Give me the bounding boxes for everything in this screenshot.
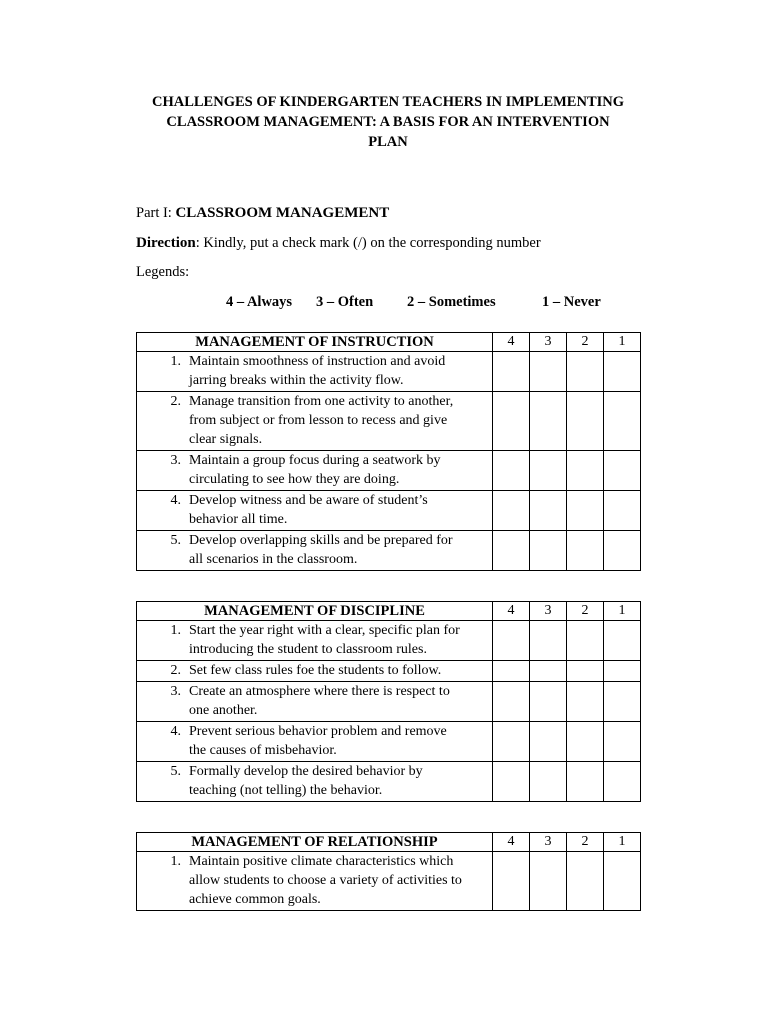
scale-4-header: 4 — [493, 333, 530, 352]
scale-3-header: 3 — [530, 333, 567, 352]
item-number: 2. — [170, 394, 181, 409]
item-cell — [137, 762, 493, 802]
check-cell-3[interactable] — [530, 661, 567, 682]
table-header-row — [137, 602, 641, 621]
check-cell-1[interactable] — [604, 852, 641, 911]
check-cell-3[interactable] — [530, 451, 567, 491]
legends-label: Legends: — [136, 264, 190, 280]
table-row — [137, 661, 641, 682]
item-cell — [137, 621, 493, 661]
check-cell-2[interactable] — [567, 762, 604, 802]
table-row — [137, 392, 641, 451]
item-number: 4. — [170, 724, 181, 739]
check-cell-1[interactable] — [604, 762, 641, 802]
item-text: clear signals. — [189, 432, 263, 447]
check-cell-2[interactable] — [567, 352, 604, 392]
item-text: allow students to choose a variety of activities to — [189, 873, 462, 888]
discipline-table — [136, 601, 641, 802]
item-number: 1. — [170, 854, 181, 869]
check-cell-2[interactable] — [567, 491, 604, 531]
item-number: 5. — [170, 533, 181, 548]
check-cell-2[interactable] — [567, 722, 604, 762]
table-header-row — [137, 833, 641, 852]
document-title — [136, 92, 640, 152]
item-text: Set few class rules foe the students to follow. — [189, 663, 442, 678]
check-cell-3[interactable] — [530, 762, 567, 802]
item-text: behavior all time. — [189, 512, 288, 527]
table-row — [137, 682, 641, 722]
item-number: 4. — [170, 493, 181, 508]
table-row — [137, 762, 641, 802]
item-number: 2. — [170, 663, 181, 678]
table-row — [137, 491, 641, 531]
scale-3-header: 3 — [530, 833, 567, 852]
item-text: the causes of misbehavior. — [189, 743, 337, 758]
item-cell — [137, 661, 493, 682]
check-cell-1[interactable] — [604, 682, 641, 722]
legend-often: 3 – Often — [316, 294, 374, 310]
check-cell-4[interactable] — [493, 661, 530, 682]
check-cell-1[interactable] — [604, 722, 641, 762]
check-cell-4[interactable] — [493, 531, 530, 571]
legend-sometimes: 2 – Sometimes — [407, 294, 496, 310]
table-heading: MANAGEMENT OF INSTRUCTION — [137, 333, 493, 352]
item-text: introducing the student to classroom rules. — [189, 642, 427, 657]
title-line-1: CHALLENGES OF KINDERGARTEN TEACHERS IN IMPLEMENTING — [151, 94, 625, 110]
check-cell-3[interactable] — [530, 531, 567, 571]
item-text: one another. — [189, 703, 258, 718]
scale-2-header: 2 — [567, 833, 604, 852]
item-cell — [137, 722, 493, 762]
part-prefix: Part I: — [136, 205, 176, 221]
item-number: 1. — [170, 354, 181, 369]
item-text: Maintain a group focus during a seatwork by — [189, 453, 441, 468]
scale-1-header: 1 — [604, 833, 641, 852]
check-cell-4[interactable] — [493, 491, 530, 531]
check-cell-2[interactable] — [567, 661, 604, 682]
check-cell-3[interactable] — [530, 682, 567, 722]
item-number: 5. — [170, 764, 181, 779]
check-cell-3[interactable] — [530, 392, 567, 451]
check-cell-2[interactable] — [567, 852, 604, 911]
check-cell-1[interactable] — [604, 352, 641, 392]
part-name: CLASSROOM MANAGEMENT — [175, 205, 390, 221]
item-cell — [137, 352, 493, 392]
direction-line — [136, 235, 541, 252]
item-text: jarring breaks within the activity flow. — [189, 373, 404, 388]
check-cell-1[interactable] — [604, 491, 641, 531]
item-text: achieve common goals. — [189, 892, 321, 907]
check-cell-1[interactable] — [604, 621, 641, 661]
table-row — [137, 531, 641, 571]
item-text: Develop overlapping skills and be prepared for — [189, 533, 453, 548]
table-heading: MANAGEMENT OF RELATIONSHIP — [137, 833, 493, 852]
item-text: Create an atmosphere where there is respect to — [189, 684, 450, 699]
item-cell — [137, 451, 493, 491]
check-cell-2[interactable] — [567, 531, 604, 571]
scale-2-header: 2 — [567, 333, 604, 352]
check-cell-4[interactable] — [493, 722, 530, 762]
check-cell-2[interactable] — [567, 682, 604, 722]
check-cell-1[interactable] — [604, 661, 641, 682]
table-row — [137, 352, 641, 392]
check-cell-2[interactable] — [567, 392, 604, 451]
title-line-2: CLASSROOM MANAGEMENT: A BASIS FOR AN INTERVENTION — [166, 114, 610, 130]
table-header-row — [137, 333, 641, 352]
check-cell-3[interactable] — [530, 621, 567, 661]
check-cell-4[interactable] — [493, 852, 530, 911]
check-cell-4[interactable] — [493, 451, 530, 491]
item-cell — [137, 392, 493, 451]
check-cell-1[interactable] — [604, 451, 641, 491]
check-cell-3[interactable] — [530, 491, 567, 531]
scale-4-header: 4 — [493, 602, 530, 621]
table-row — [137, 722, 641, 762]
check-cell-4[interactable] — [493, 392, 530, 451]
legend-always: 4 – Always — [226, 294, 293, 310]
item-number: 3. — [170, 684, 181, 699]
item-text: circulating to see how they are doing. — [189, 472, 400, 487]
legend-never: 1 – Never — [542, 294, 601, 310]
check-cell-4[interactable] — [493, 762, 530, 802]
title-line-3: PLAN — [368, 134, 408, 150]
part-heading — [136, 205, 389, 222]
check-cell-3[interactable] — [530, 852, 567, 911]
check-cell-4[interactable] — [493, 352, 530, 392]
check-cell-2[interactable] — [567, 621, 604, 661]
instruction-table — [136, 332, 641, 571]
check-cell-1[interactable] — [604, 392, 641, 451]
table-row — [137, 451, 641, 491]
check-cell-2[interactable] — [567, 451, 604, 491]
check-cell-3[interactable] — [530, 352, 567, 392]
item-number: 3. — [170, 453, 181, 468]
table-heading: MANAGEMENT OF DISCIPLINE — [137, 602, 493, 621]
item-text: Develop witness and be aware of student’s — [189, 493, 428, 508]
table-row — [137, 852, 641, 911]
item-cell — [137, 491, 493, 531]
scale-3-header: 3 — [530, 602, 567, 621]
item-text: Manage transition from one activity to another, — [189, 394, 454, 409]
item-text: Maintain positive climate characteristics which — [189, 854, 454, 869]
item-text: teaching (not telling) the behavior. — [189, 783, 383, 798]
item-text: from subject or from lesson to recess and give — [189, 413, 448, 428]
item-cell — [137, 682, 493, 722]
direction-label: Direction — [136, 235, 196, 251]
scale-2-header: 2 — [567, 602, 604, 621]
item-number: 1. — [170, 623, 181, 638]
check-cell-4[interactable] — [493, 682, 530, 722]
scale-1-header: 1 — [604, 333, 641, 352]
table-row — [137, 621, 641, 661]
item-text: Start the year right with a clear, specific plan for — [189, 623, 460, 638]
item-text: Maintain smoothness of instruction and avoid — [189, 354, 446, 369]
check-cell-4[interactable] — [493, 621, 530, 661]
check-cell-3[interactable] — [530, 722, 567, 762]
check-cell-1[interactable] — [604, 531, 641, 571]
item-text: Formally develop the desired behavior by — [189, 764, 423, 779]
direction-text: : Kindly, put a check mark (/) on the corresponding number — [195, 235, 541, 251]
item-text: Prevent serious behavior problem and remove — [189, 724, 447, 739]
item-cell — [137, 531, 493, 571]
item-cell — [137, 852, 493, 911]
scale-4-header: 4 — [493, 833, 530, 852]
item-text: all scenarios in the classroom. — [189, 552, 358, 567]
relationship-table — [136, 832, 641, 911]
scale-1-header: 1 — [604, 602, 641, 621]
